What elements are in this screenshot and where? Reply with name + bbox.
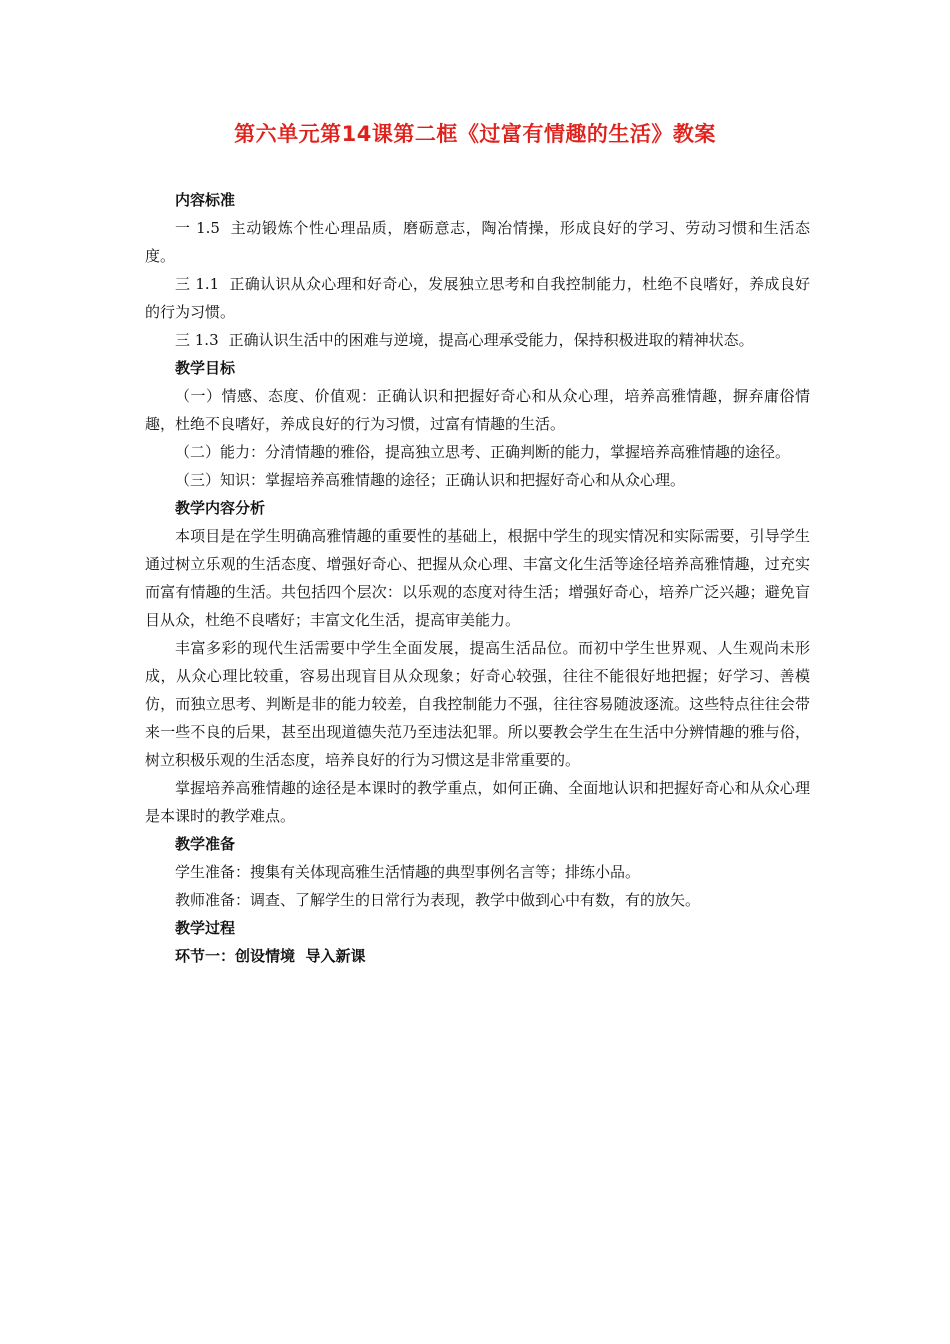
document-title: 第六单元第14课第二框《过富有情趣的生活》教案 — [234, 122, 716, 146]
process-step-1: 环节一：创设情境 导入新课 — [175, 947, 366, 965]
standard-item-text: 正确认识从众心理和好奇心，发展独立思考和自我控制能力，杜绝不良嗜好，养成良好的行为习惯。 — [145, 275, 810, 321]
heading-preparation: 教学准备 — [175, 835, 236, 853]
standard-item-number: 三 1.3 — [175, 331, 219, 349]
student-preparation: 学生准备：搜集有关体现高雅生活情趣的典型事例名言等；排练小品。 — [175, 863, 641, 881]
analysis-paragraph: 掌握培养高雅情趣的途径是本课时的教学重点，如何正确、全面地认识和把握好奇心和从众心理是本课时的教学难点。 — [145, 779, 810, 825]
standard-item — [145, 214, 810, 270]
goal-item: （三）知识：掌握培养高雅情趣的途径；正确认识和把握好奇心和从众心理。 — [175, 471, 686, 489]
standard-item-number: 一 1.5 — [175, 219, 220, 237]
heading-teaching-process: 教学过程 — [175, 919, 236, 937]
standard-item-text: 正确认识生活中的困难与逆境，提高心理承受能力，保持积极进取的精神状态。 — [228, 331, 754, 349]
analysis-paragraph: 本项目是在学生明确高雅情趣的重要性的基础上，根据中学生的现实情况和实际需要，引导学生通过树立乐观的生活态度、增强好奇心、把握从众心理、丰富文化生活等途径培养高雅情趣，过充实而富有情趣的生活。共包括四个层次：以乐观的态度对待生活；增强好奇心，培养广泛兴趣；避免盲目从众，杜绝不良嗜好；丰富文化生活，提高审美能力。 — [145, 527, 810, 629]
heading-content-analysis: 教学内容分析 — [175, 499, 266, 517]
standard-item-number: 三 1.1 — [175, 275, 220, 293]
standard-item-text: 主动锻炼个性心理品质，磨砺意志，陶冶情操，形成良好的学习、劳动习惯和生活态度。 — [145, 219, 810, 265]
analysis-paragraph: 丰富多彩的现代生活需要中学生全面发展，提高生活品位。而初中学生世界观、人生观尚未形成，从众心理比较重，容易出现盲目从众现象；好奇心较强，往往不能很好地把握；好学习、善模仿，而独立思考、判断是非的能力较差，自我控制能力不强，往往容易随波逐流。这些特点往往会带来一些不良的后果，甚至出现道德失范乃至违法犯罪。所以要教会学生在生活中分辨情趣的雅与俗，树立积极乐观的生活态度，培养良好的行为习惯这是非常重要的。 — [145, 639, 810, 769]
document-body — [145, 186, 810, 970]
teacher-preparation: 教师准备：调查、了解学生的日常行为表现，教学中做到心中有数，有的放矢。 — [175, 891, 701, 909]
standard-item — [145, 270, 810, 326]
heading-teaching-goals: 教学目标 — [175, 359, 236, 377]
goal-item: （二）能力：分清情趣的雅俗，提高独立思考、正确判断的能力，掌握培养高雅情趣的途径。 — [175, 443, 791, 461]
standard-item — [145, 326, 810, 354]
heading-content-standard: 内容标准 — [175, 191, 236, 209]
goal-item: （一）情感、态度、价值观：正确认识和把握好奇心和从众心理，培养高雅情趣，摒弃庸俗情趣，杜绝不良嗜好，养成良好的行为习惯，过富有情趣的生活。 — [145, 387, 810, 433]
